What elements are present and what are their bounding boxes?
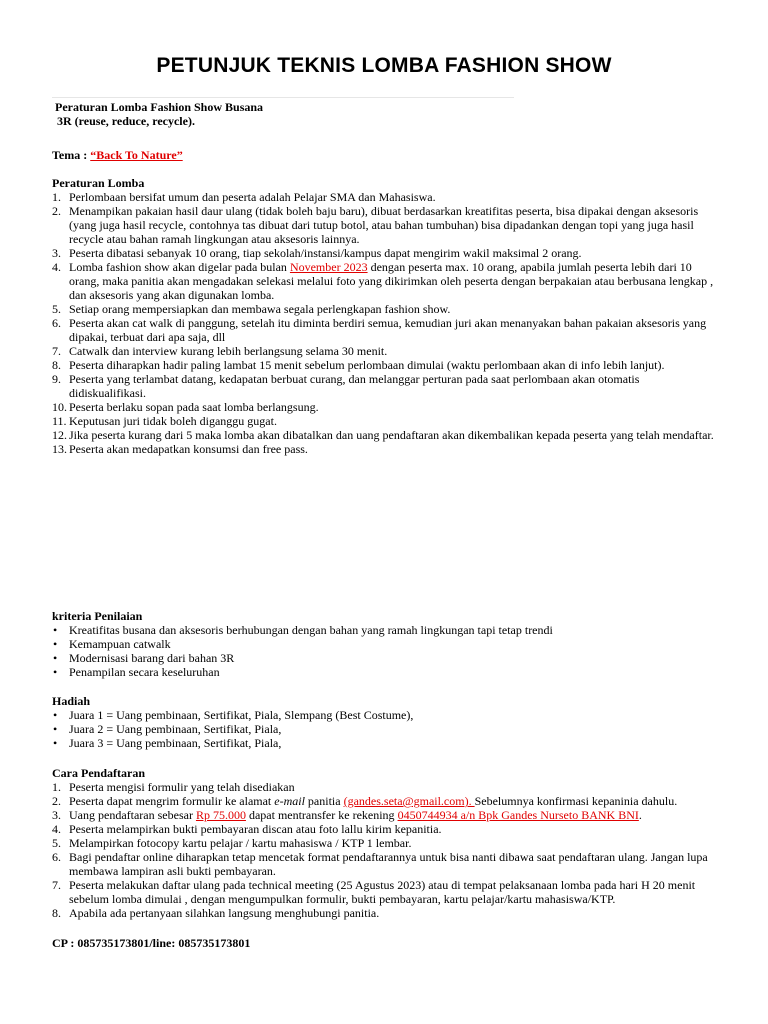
peraturan-item <box>52 414 718 428</box>
pendaftaran-item <box>52 850 718 878</box>
intro-block <box>55 100 455 128</box>
peraturan-item-text: Peserta berlaku sopan pada saat lomba berlangsung. <box>69 400 319 414</box>
peraturan-item <box>52 400 718 414</box>
peraturan-item-number: 11. <box>52 414 67 428</box>
peraturan-item <box>52 344 718 358</box>
peraturan-item-number: 7. <box>52 344 61 358</box>
kriteria-item-text: Modernisasi barang dari bahan 3R <box>69 651 235 665</box>
pendaftaran-list <box>52 780 718 920</box>
contact-person: CP : 085735173801/line: 085735173801 <box>52 936 251 950</box>
pendaftaran-item <box>52 878 718 906</box>
peraturan-item-number: 13. <box>52 442 67 456</box>
hadiah-list <box>52 708 718 750</box>
peraturan-item-text: Jika peserta kurang dari 5 maka lomba akan dibatalkan dan uang pendaftaran akan dikembalikan kepada peserta yang telah mendaftar. <box>69 428 714 442</box>
pendaftaran-item-link[interactable]: 0450744934 a/n Bpk Gandes Nurseto BANK BNI <box>397 808 639 822</box>
peraturan-item-number: 10. <box>52 400 67 414</box>
pendaftaran-item-text: Bagi pendaftar online diharapkan tetap mencetak format pendaftarannya untuk bisa nanti dibawa saat pendaftaran ulang. Jangan lupa membawa lampiran asli bukti pembayaran. <box>69 850 708 878</box>
peraturan-item <box>52 190 718 204</box>
peraturan-item-number: 6. <box>52 316 61 330</box>
pendaftaran-item-italic: e-mail <box>274 794 305 808</box>
kriteria-item-text: Penampilan secara keseluruhan <box>69 665 220 679</box>
pendaftaran-item-text: dapat mentransfer ke rekening <box>245 808 398 822</box>
bullet-icon: • <box>53 708 58 722</box>
pendaftaran-item-number: 5. <box>52 836 61 850</box>
peraturan-item <box>52 246 718 260</box>
kriteria-heading: kriteria Penilaian <box>52 609 143 623</box>
peraturan-item-number: 9. <box>52 372 61 386</box>
peraturan-item-link[interactable]: November 2023 <box>289 260 368 274</box>
pendaftaran-item <box>52 822 718 836</box>
peraturan-section <box>52 176 718 456</box>
peraturan-item-number: 2. <box>52 204 61 218</box>
bullet-icon: • <box>53 623 58 637</box>
peraturan-item-text: Perlombaan bersifat umum dan peserta adalah Pelajar SMA dan Mahasiswa. <box>69 190 436 204</box>
pendaftaran-item <box>52 780 718 794</box>
pendaftaran-item-link[interactable]: (gandes.seta@gmail.com). <box>343 794 475 808</box>
peraturan-item-text: Peserta dibatasi sebanyak 10 orang, tiap sekolah/instansi/kampus dapat mengirim wakil maksimal 2 orang. <box>69 246 582 260</box>
pendaftaran-item-number: 2. <box>52 794 61 808</box>
hadiah-item <box>52 708 718 722</box>
pendaftaran-item-number: 7. <box>52 878 61 892</box>
peraturan-item-text: Peserta akan cat walk di panggung, setelah itu diminta berdiri semua, kemudian juri akan menanyakan bahan pakaian aksesoris yang dipakai, terbuat dari apa saja, dll <box>69 316 707 344</box>
pendaftaran-item-number: 8. <box>52 906 61 920</box>
peraturan-list <box>52 190 718 456</box>
kriteria-item <box>52 623 718 637</box>
peraturan-item <box>52 428 718 442</box>
pendaftaran-item-text: Peserta melakukan daftar ulang pada technical meeting (25 Agustus 2023) atau di tempat pelaksanaan lomba pada hari H 20 menit sebelum lomba dimulai , dengan mengumpulkan formulir, bukti pembayaran, kartu pelajar/kartu mahasiswa/KTP. <box>69 878 696 906</box>
peraturan-item-text: Peserta akan medapatkan konsumsi dan free pass. <box>69 442 308 456</box>
peraturan-item <box>52 372 718 400</box>
hadiah-item-text: Juara 1 = Uang pembinaan, Sertifikat, Piala, Slempang (Best Costume), <box>69 708 414 722</box>
peraturan-item <box>52 302 718 316</box>
kriteria-list <box>52 623 718 679</box>
peraturan-item-number: 5. <box>52 302 61 316</box>
pendaftaran-item-number: 1. <box>52 780 61 794</box>
peraturan-item <box>52 442 718 456</box>
pendaftaran-item-number: 6. <box>52 850 61 864</box>
pendaftaran-section <box>52 766 718 920</box>
peraturan-item-text: Keputusan juri tidak boleh diganggu gugat. <box>69 414 277 428</box>
pendaftaran-item-text: Peserta dapat mengrim formulir ke alamat <box>69 794 275 808</box>
peraturan-item <box>52 358 718 372</box>
pendaftaran-item-text: Melampirkan fotocopy kartu pelajar / kartu mahasiswa / KTP 1 lembar. <box>69 836 412 850</box>
hadiah-item-text: Juara 2 = Uang pembinaan, Sertifikat, Piala, <box>69 722 282 736</box>
peraturan-item-text: dengan peserta max. 10 orang, apabila jumlah peserta lebih dari 10 orang, maka panitia akan mengadakan selekasi melalui foto yang dikirimkan oleh peserta dengan berpakaian atau berbusana lengkap , dan aksesoris yang akan digunakan lomba. <box>69 260 714 302</box>
peraturan-item <box>52 260 718 302</box>
hadiah-heading: Hadiah <box>52 694 91 708</box>
pendaftaran-item-number: 4. <box>52 822 61 836</box>
kriteria-section <box>52 609 718 679</box>
bullet-icon: • <box>53 665 58 679</box>
kriteria-item-text: Kemampuan catwalk <box>69 637 171 651</box>
peraturan-heading: Peraturan Lomba <box>52 176 145 190</box>
peraturan-item-text: Peserta diharapkan hadir paling lambat 15 menit sebelum perlombaan dimulai (waktu perlombaan akan di info lebih lanjut). <box>69 358 665 372</box>
peraturan-item-text: Menampikan pakaian hasil daur ulang (tidak boleh baju baru), dibuat berdasarkan kreatifitas peserta, bisa dipakai dengan aksesoris (yang juga hasil recycle, contohnya tas dibuat dari tutup botol, atau bahan tumbuhan) bisa dipadankan dengan topi yang juga hasil recycle atau bahan ramah lingkungan atau aksesoris lainnya. <box>69 204 699 246</box>
peraturan-item-text: Catwalk dan interview kurang lebih berlangsung selama 30 menit. <box>69 344 388 358</box>
bullet-icon: • <box>53 651 58 665</box>
kriteria-item <box>52 637 718 651</box>
title-divider <box>52 97 514 98</box>
hadiah-item-text: Juara 3 = Uang pembinaan, Sertifikat, Piala, <box>69 736 282 750</box>
pendaftaran-item-text: Uang pendaftaran sebesar <box>69 808 196 822</box>
peraturan-item-number: 1. <box>52 190 61 204</box>
peraturan-item <box>52 204 718 246</box>
peraturan-item-number: 4. <box>52 260 61 274</box>
peraturan-item-number: 8. <box>52 358 61 372</box>
pendaftaran-item-text: Peserta melampirkan bukti pembayaran discan atau foto lallu kirim kepanitia. <box>69 822 442 836</box>
kriteria-item <box>52 651 718 665</box>
kriteria-item-text: Kreatifitas busana dan aksesoris berhubungan dengan bahan yang ramah lingkungan tapi tetap trendi <box>69 623 553 637</box>
tema-value: “Back To Nature” <box>90 148 183 162</box>
pendaftaran-item-link[interactable]: Rp 75.000 <box>195 808 246 822</box>
pendaftaran-item-text: Peserta mengisi formulir yang telah disediakan <box>69 780 295 794</box>
pendaftaran-item <box>52 808 718 822</box>
bullet-icon: • <box>53 722 58 736</box>
tema-line <box>52 148 183 162</box>
pendaftaran-item-text: panitia <box>304 794 344 808</box>
peraturan-item-text: Lomba fashion show akan digelar pada bulan <box>69 260 290 274</box>
peraturan-item-number: 12. <box>52 428 67 442</box>
document-title: PETUNJUK TEKNIS LOMBA FASHION SHOW <box>156 54 612 77</box>
kriteria-item <box>52 665 718 679</box>
pendaftaran-item <box>52 794 718 808</box>
pendaftaran-item-text: Sebelumnya konfirmasi kepaninia dahulu. <box>474 794 678 808</box>
pendaftaran-item <box>52 906 718 920</box>
pendaftaran-item <box>52 836 718 850</box>
tema-label: Tema : <box>52 148 88 162</box>
peraturan-item <box>52 316 718 344</box>
peraturan-item-number: 3. <box>52 246 61 260</box>
pendaftaran-item-text: . <box>638 808 642 822</box>
bullet-icon: • <box>53 637 58 651</box>
intro-line-1: Peraturan Lomba Fashion Show Busana <box>55 100 264 114</box>
pendaftaran-item-number: 3. <box>52 808 61 822</box>
pendaftaran-item-text: Apabila ada pertanyaan silahkan langsung menghubungi panitia. <box>69 906 380 920</box>
pendaftaran-heading: Cara Pendaftaran <box>52 766 145 780</box>
peraturan-item-text: Setiap orang mempersiapkan dan membawa segala perlengkapan fashion show. <box>69 302 451 316</box>
hadiah-section <box>52 694 718 750</box>
bullet-icon: • <box>53 736 58 750</box>
intro-line-2: 3R (reuse, reduce, recycle). <box>57 114 195 128</box>
hadiah-item <box>52 722 718 736</box>
peraturan-item-text: Peserta yang terlambat datang, kedapatan berbuat curang, dan melanggar perturan pada saat perlombaan akan otomatis didiskualifikasi. <box>69 372 640 400</box>
hadiah-item <box>52 736 718 750</box>
